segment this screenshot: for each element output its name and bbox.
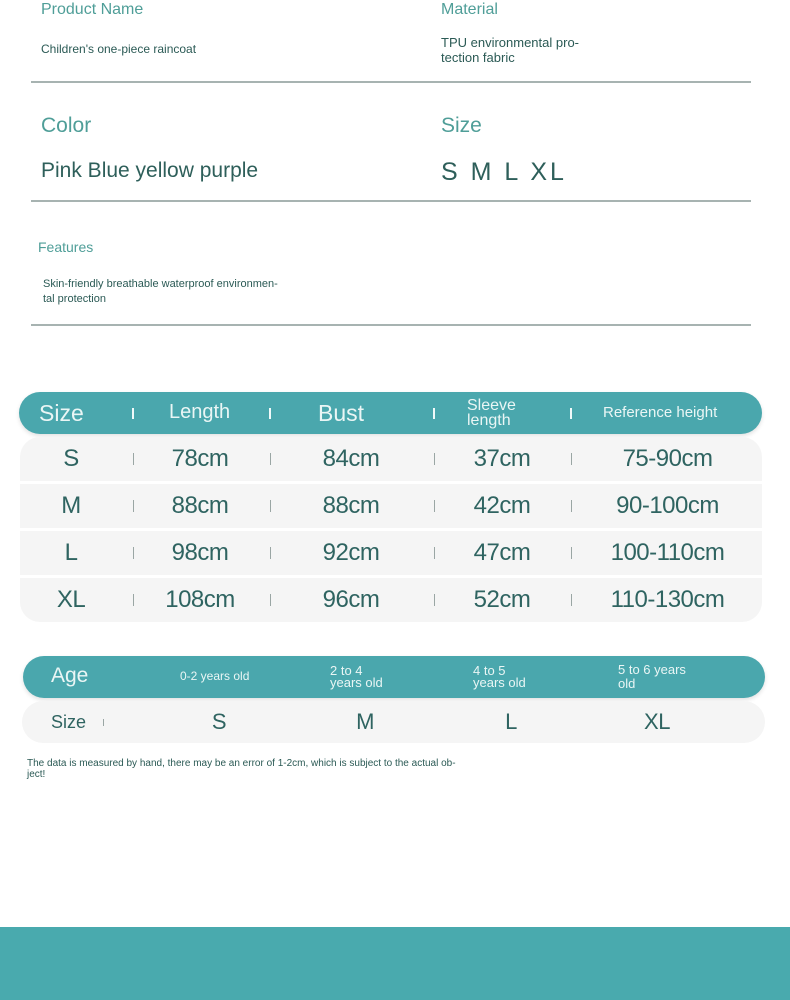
color-label: Color — [41, 114, 92, 137]
size-chart-header — [19, 392, 762, 434]
age-5-6: 5 to 6 years old — [618, 662, 686, 691]
age-chart-header — [23, 656, 765, 698]
cell-bust: 92cm — [322, 539, 380, 566]
cell-size: S — [63, 445, 79, 472]
row-separator — [133, 594, 134, 606]
row-separator — [571, 594, 572, 606]
table-row — [20, 484, 762, 528]
cell-length: 78cm — [171, 445, 229, 472]
size-label: Size — [441, 114, 482, 137]
header-length: Length — [169, 400, 231, 423]
cell-bust: 84cm — [322, 445, 380, 472]
row-separator — [270, 500, 271, 512]
age-2-4: 2 to 4 years old — [330, 663, 383, 690]
cell-bust: 88cm — [322, 492, 380, 519]
cell-size: L — [64, 539, 78, 566]
header-separator — [433, 408, 435, 419]
header-separator — [132, 408, 134, 419]
age-size-label: Size — [51, 712, 87, 732]
header-separator — [269, 408, 271, 419]
row-separator — [571, 500, 572, 512]
features-value: Skin-friendly breathable waterproof environmen- tal protection — [43, 278, 278, 305]
footer-band — [0, 927, 790, 1000]
table-row — [20, 437, 762, 481]
measurement-note: The data is measured by hand, there may be an error of 1-2cm, which is subject to the actual ob- ject! — [27, 758, 456, 780]
row-separator — [103, 719, 104, 726]
size-value: S M L XL — [441, 158, 567, 186]
row-separator — [133, 547, 134, 559]
cell-length: 98cm — [171, 539, 229, 566]
color-value: Pink Blue yellow purple — [41, 159, 259, 182]
cell-bust: 96cm — [322, 586, 380, 613]
divider-3 — [31, 324, 751, 326]
header-sleeve-length: Sleeve length — [467, 397, 516, 429]
row-separator — [133, 500, 134, 512]
header-reference-height: Reference height — [603, 403, 718, 421]
age-label: Age — [51, 664, 89, 687]
cell-height: 100-110cm — [610, 539, 725, 566]
row-separator — [270, 453, 271, 465]
row-separator — [434, 594, 435, 606]
divider-1 — [31, 81, 751, 83]
cell-sleeve: 37cm — [473, 445, 531, 472]
age-4-5: 4 to 5 years old — [473, 663, 526, 690]
row-separator — [434, 547, 435, 559]
header-separator — [570, 408, 572, 419]
product-name-value: Children's one-piece raincoat — [41, 42, 197, 56]
table-row — [20, 578, 762, 622]
row-separator — [434, 453, 435, 465]
material-label: Material — [441, 1, 498, 18]
row-separator — [133, 453, 134, 465]
table-row — [20, 531, 762, 575]
cell-sleeve: 52cm — [473, 586, 531, 613]
features-label: Features — [38, 239, 94, 255]
header-size: Size — [39, 399, 84, 426]
age-size-l: L — [505, 709, 517, 734]
row-separator — [571, 453, 572, 465]
age-size-m: M — [356, 709, 374, 734]
cell-length: 108cm — [165, 586, 235, 613]
cell-sleeve: 47cm — [473, 539, 531, 566]
cell-height: 110-130cm — [610, 586, 725, 613]
cell-sleeve: 42cm — [473, 492, 531, 519]
header-bust: Bust — [318, 399, 365, 426]
row-separator — [270, 547, 271, 559]
row-separator — [571, 547, 572, 559]
product-name-label: Product Name — [41, 1, 144, 18]
cell-height: 75-90cm — [622, 445, 713, 472]
age-size-xl: XL — [644, 709, 670, 734]
cell-size: M — [61, 492, 81, 519]
cell-height: 90-100cm — [616, 492, 719, 519]
divider-2 — [31, 200, 751, 202]
age-size-s: S — [211, 709, 227, 734]
row-separator — [270, 594, 271, 606]
cell-length: 88cm — [171, 492, 229, 519]
age-0-2: 0-2 years old — [180, 669, 250, 683]
row-separator — [434, 500, 435, 512]
age-size-row — [22, 701, 765, 743]
cell-size: XL — [56, 586, 86, 613]
material-value: TPU environmental pro- tection fabric — [441, 35, 579, 65]
